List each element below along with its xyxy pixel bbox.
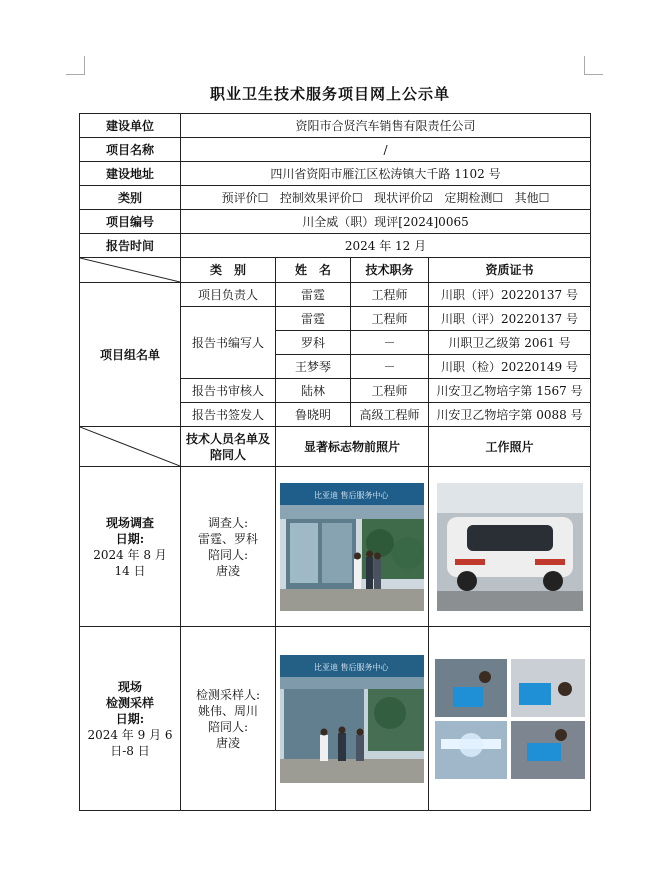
team-cert: 川安卫乙物培字第 1567 号 <box>429 379 591 403</box>
photos-header-staff: 技术人员名单及陪同人 <box>181 427 276 467</box>
sampling-landmark-photo <box>280 655 424 783</box>
photos-header-work: 工作照片 <box>429 427 591 467</box>
survey-landmark-photo <box>280 483 424 611</box>
unit-value: 资阳市合贤汽车销售有限责任公司 <box>181 114 591 138</box>
sampling-sign-text: 比亚迪 售后服务中心 <box>314 662 389 672</box>
sampling-work-photo-collage <box>435 659 585 779</box>
checkbox-icon: ☐ <box>351 190 363 205</box>
team-section-label: 项目组名单 <box>80 283 181 427</box>
team-name: 雷霆 <box>276 307 351 331</box>
sampling-staff-line1: 检测采样人: <box>195 687 261 702</box>
crop-mark-left <box>66 56 85 75</box>
team-name: 雷霆 <box>276 283 351 307</box>
address-label: 建设地址 <box>80 162 181 186</box>
sampling-label <box>80 627 181 811</box>
team-cert: 川职卫乙级第 2061 号 <box>429 331 591 355</box>
team-role: 报告书审核人 <box>181 379 276 403</box>
project-name-label: 项目名称 <box>80 138 181 162</box>
team-header-role: 类 别 <box>181 258 276 283</box>
sampling-staff-line2: 姚伟、周川 <box>197 703 258 718</box>
checkbox-icon: ☐ <box>257 190 269 205</box>
report-time-value: 2024 年 12 月 <box>181 234 591 258</box>
project-no-value: 川全威（职）现评[2024]0065 <box>181 210 591 234</box>
team-title: 工程师 <box>351 307 429 331</box>
survey-staff-line4: 唐凌 <box>215 563 240 578</box>
checkbox-checked-icon: ☑ <box>422 190 433 205</box>
team-header-title: 技术职务 <box>351 258 429 283</box>
sampling-label-line1: 现场 <box>117 679 142 694</box>
publicity-form <box>79 113 591 811</box>
team-cert: 川职（评）20220137 号 <box>429 307 591 331</box>
sampling-date: 2024 年 9 月 6 日-8 日 <box>87 727 173 758</box>
row-type <box>80 186 591 210</box>
checkbox-icon: ☐ <box>538 190 550 205</box>
row-unit <box>80 114 591 138</box>
team-title: 工程师 <box>351 379 429 403</box>
survey-landmark-photo-cell <box>276 467 429 627</box>
project-name-value: / <box>181 138 591 162</box>
team-role: 项目负责人 <box>181 283 276 307</box>
type-option-pre-evaluation[interactable]: 预评价☐ <box>221 190 269 205</box>
photos-header-row <box>80 427 591 467</box>
type-options <box>181 186 591 210</box>
sampling-row <box>80 627 591 811</box>
team-cert: 川安卫乙物培字第 0088 号 <box>429 403 591 427</box>
diagonal-cell <box>80 258 181 283</box>
type-option-status-evaluation[interactable]: 现状评价☑ <box>374 190 433 205</box>
diagonal-line <box>80 427 180 466</box>
row-project-name <box>80 138 591 162</box>
address-value: 四川省资阳市雁江区松涛镇大千路 1102 号 <box>181 162 591 186</box>
survey-staff <box>181 467 276 627</box>
survey-sign-text: 比亚迪 售后服务中心 <box>314 490 389 500</box>
team-cert: 川职（检）20220149 号 <box>429 355 591 379</box>
survey-label-line1: 现场调查 <box>105 515 154 530</box>
survey-date: 2024 年 8 月 14 日 <box>93 547 167 578</box>
team-header-name: 姓 名 <box>276 258 351 283</box>
survey-label <box>80 467 181 627</box>
team-header-cert: 资质证书 <box>429 258 591 283</box>
team-header-row <box>80 258 591 283</box>
team-name: 陆林 <box>276 379 351 403</box>
row-project-no <box>80 210 591 234</box>
diagonal-line <box>80 258 180 282</box>
team-title: 高级工程师 <box>351 403 429 427</box>
row-address <box>80 162 591 186</box>
sampling-label-line3: 日期: <box>115 711 145 726</box>
sampling-staff-line4: 唐凌 <box>215 735 240 750</box>
team-title: － <box>351 331 429 355</box>
team-role: 报告书签发人 <box>181 403 276 427</box>
survey-staff-line3: 陪同人: <box>207 547 249 562</box>
type-option-control-effect[interactable]: 控制效果评价☐ <box>279 190 363 205</box>
survey-row <box>80 467 591 627</box>
team-cert: 川职（评）20220137 号 <box>429 283 591 307</box>
type-label: 类别 <box>80 186 181 210</box>
page-title: 职业卫生技术服务项目网上公示单 <box>209 85 450 103</box>
team-name: 王梦琴 <box>276 355 351 379</box>
survey-staff-line2: 雷霆、罗科 <box>197 531 258 546</box>
survey-label-line2: 日期: <box>115 531 145 546</box>
unit-label: 建设单位 <box>80 114 181 138</box>
team-row <box>80 283 591 307</box>
team-role: 报告书编写人 <box>181 307 276 379</box>
row-report-time <box>80 234 591 258</box>
sampling-staff-line3: 陪同人: <box>207 719 249 734</box>
team-title: 工程师 <box>351 283 429 307</box>
survey-work-photo <box>437 483 583 611</box>
sampling-work-photo-cell <box>429 627 591 811</box>
team-name: 罗科 <box>276 331 351 355</box>
project-no-label: 项目编号 <box>80 210 181 234</box>
team-name: 鲁晓明 <box>276 403 351 427</box>
report-time-label: 报告时间 <box>80 234 181 258</box>
type-option-periodic-testing[interactable]: 定期检测☐ <box>444 190 504 205</box>
checkbox-icon: ☐ <box>492 190 504 205</box>
photos-header-landmark: 显著标志物前照片 <box>276 427 429 467</box>
sampling-landmark-photo-cell <box>276 627 429 811</box>
survey-work-photo-cell <box>429 467 591 627</box>
crop-mark-right <box>584 56 603 75</box>
type-option-other[interactable]: 其他☐ <box>514 190 550 205</box>
team-title: － <box>351 355 429 379</box>
diagonal-cell <box>80 427 181 467</box>
survey-staff-line1: 调查人: <box>207 515 249 530</box>
sampling-staff <box>181 627 276 811</box>
sampling-label-line2: 检测采样 <box>105 695 154 710</box>
